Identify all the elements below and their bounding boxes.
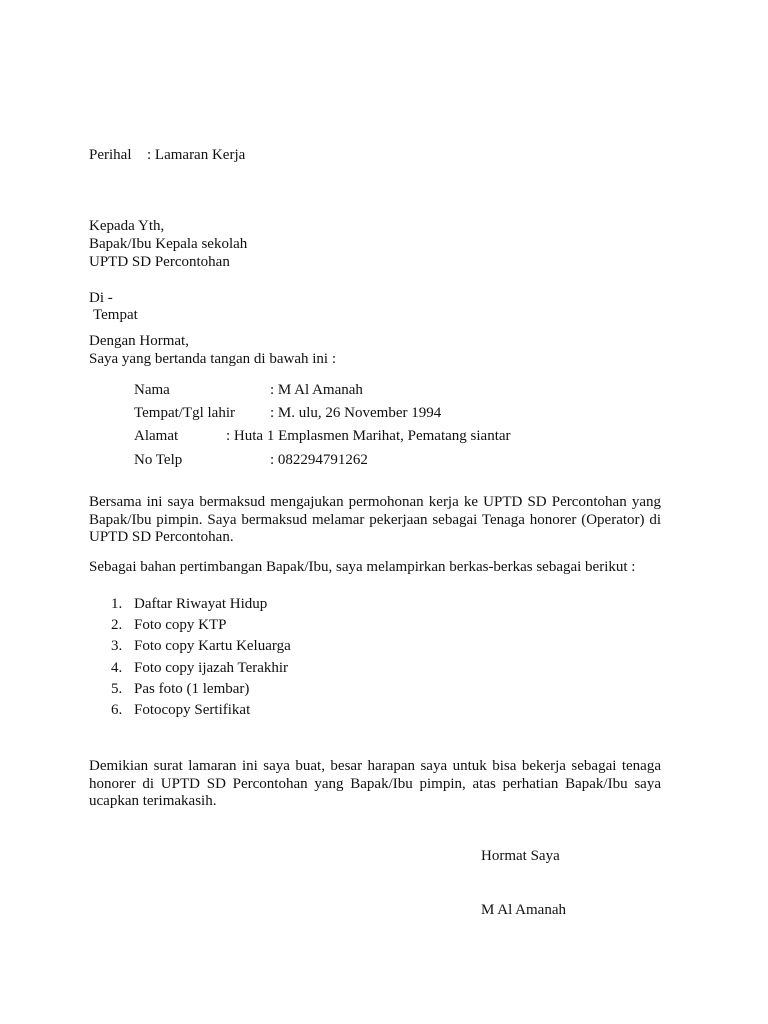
place-line-2: Tempat — [93, 307, 138, 323]
detail-value-address: : Huta 1 Emplasmen Marihat, Pematang siantar — [226, 428, 511, 444]
list-item-number: 4. — [111, 659, 123, 676]
detail-label-name: Nama — [134, 382, 170, 398]
detail-value-birth: : M. ulu, 26 November 1994 — [270, 405, 442, 421]
greeting: Dengan Hormat, — [89, 333, 189, 349]
detail-label-birth: Tempat/Tgl lahir — [134, 405, 236, 421]
detail-label-phone: No Telp — [134, 452, 183, 468]
list-item-number: 1. — [111, 596, 123, 612]
body-paragraph-2: Sebagai bahan pertimbangan Bapak/Ibu, saya melampirkan berkas-berkas sebagai berikut : — [89, 559, 636, 575]
recipient-line-3: UPTD SD Percontohan — [89, 254, 230, 270]
list-item-text: Fotocopy Sertifikat — [134, 701, 251, 718]
recipient-line-1: Kepada Yth, — [89, 218, 165, 234]
list-item-number: 3. — [111, 638, 123, 655]
signature-name: M Al Amanah — [481, 902, 566, 918]
list-item-number: 5. — [111, 680, 123, 697]
list-item-number: 6. — [111, 701, 123, 718]
detail-label-address: Alamat — [134, 428, 179, 444]
list-item-text: Foto copy KTP — [134, 617, 227, 634]
signature-salutation: Hormat Saya — [481, 848, 560, 864]
list-item-text: Foto copy Kartu Keluarga — [134, 638, 291, 655]
detail-value-name: : M Al Amanah — [270, 382, 363, 398]
closing-paragraph: Demikian surat lamaran ini saya buat, besar harapan saya untuk bisa bekerja sebagai tenaga honorer di UPTD SD Percontohan yang Bapak/Ibu pimpin, atas perhatian Bapak/Ibu saya ucapkan terimakasih. — [89, 758, 661, 809]
list-item-number: 2. — [111, 617, 123, 634]
subject-value: : Lamaran Kerja — [147, 147, 246, 163]
detail-value-phone: : 082294791262 — [270, 452, 368, 468]
recipient-line-2: Bapak/Ibu Kepala sekolah — [89, 236, 248, 252]
intro-line: Saya yang bertanda tangan di bawah ini : — [89, 351, 337, 367]
list-item-text: Pas foto (1 lembar) — [134, 680, 250, 697]
list-item-text: Foto copy ijazah Terakhir — [134, 659, 289, 676]
place-line-1: Di - — [89, 290, 113, 306]
body-paragraph-1: Bersama ini saya bermaksud mengajukan permohonan kerja ke UPTD SD Percontohan yang Bapak/Ibu pimpin. Saya bermaksud melamar pekerjaan sebagai Tenaga honorer (Operator) di UPTD SD Percontohan. — [89, 494, 661, 545]
list-item-text: Daftar Riwayat Hidup — [134, 596, 268, 612]
subject-label: Perihal — [89, 147, 132, 163]
